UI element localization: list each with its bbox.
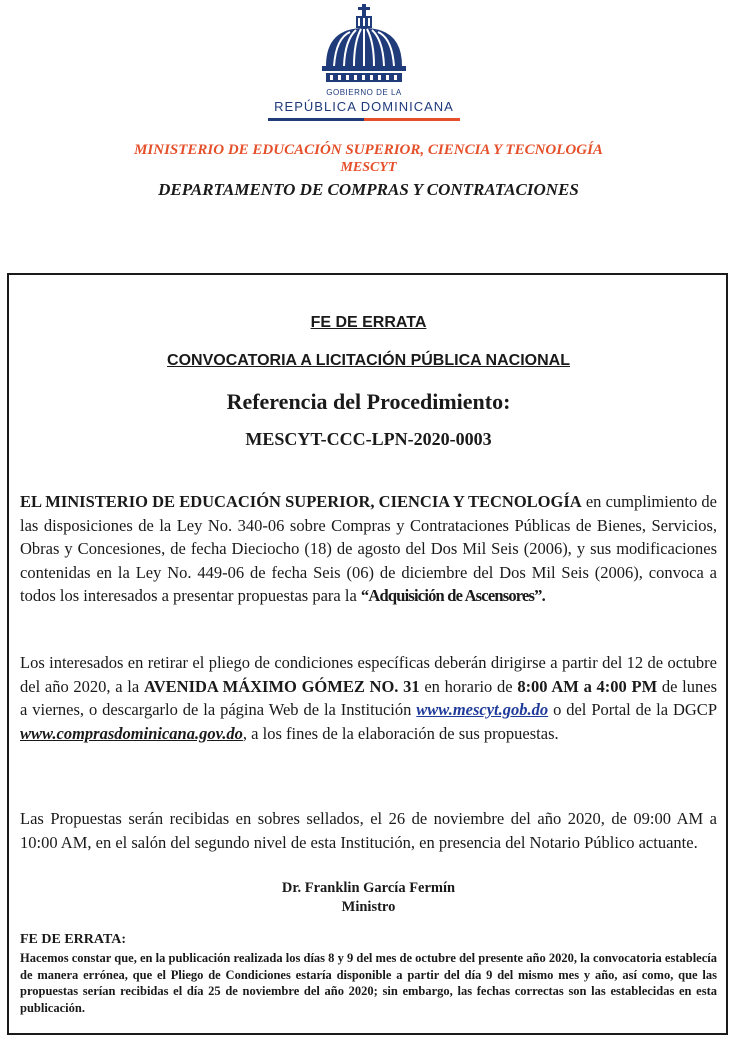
paragraph-text: de lunes a viernes, o descargarlo de la página Web de la Institución <box>20 676 717 719</box>
logo-title: REPÚBLICA DOMINICANA <box>274 99 454 114</box>
erratum-body: Hacemos constar que, en la publicación realizada los días 8 y 9 del mes de octubre del presente año 2020, la convocatoria establecía de manera errónea, que el Pliego de Condiciones estaría disponible a partir del día 9 del mismo mes y año, así como, que las propuestas serían recibidas el día 25 de noviembre del año 2020; sin embargo, las fechas correctas son las establecidas en esta publicación. <box>20 951 717 1015</box>
dgcp-portal-link[interactable]: www.comprasdominicana.gov.do <box>20 723 243 743</box>
entity-name: EL MINISTERIO DE EDUCACIÓN SUPERIOR, CIENCIA Y TECNOLOGÍA <box>20 492 582 511</box>
mescyt-website-link[interactable]: www.mescyt.gob.do <box>416 700 549 719</box>
signatory-role: Ministro <box>341 899 396 915</box>
paragraph-convocation <box>20 490 717 608</box>
erratum-title: FE DE ERRATA: <box>20 932 127 947</box>
notice-title: FE DE ERRATA <box>310 314 427 331</box>
dome-icon <box>320 4 408 86</box>
logo-subtitle: GOBIERNO DE LA <box>326 88 402 97</box>
ministry-acronym: MESCYT <box>340 160 397 175</box>
procurement-object: “Adquisición de Ascensores”. <box>360 586 545 605</box>
office-hours: 8:00 AM a 4:00 PM <box>517 676 658 696</box>
government-logo <box>268 4 460 122</box>
paragraph-text: , a los fines de la elaboración de sus propuestas. <box>242 723 559 743</box>
logo-underline <box>268 118 460 121</box>
department-name: DEPARTAMENTO DE COMPRAS Y CONTRATACIONES <box>158 180 579 199</box>
address: AVENIDA MÁXIMO GÓMEZ NO. 31 <box>143 676 420 696</box>
signatory-name: Dr. Franklin García Fermín <box>281 880 456 896</box>
paragraph-pickup <box>20 651 717 745</box>
notice-call: CONVOCATORIA A LICITACIÓN PÚBLICA NACIONAL <box>167 352 570 369</box>
ministry-name: MINISTERIO DE EDUCACIÓN SUPERIOR, CIENCIA Y TECNOLOGÍA <box>134 142 603 158</box>
reference-code: MESCYT-CCC-LPN-2020-0003 <box>245 429 492 449</box>
paragraph-text: en cumplimiento de las disposiciones de la Ley No. 340-06 sobre Compras y Contrataciones Públicas de Bienes, Servicios, Obras y Concesiones, de fecha Dieciocho (18) de agosto del Dos Mil Seis (2006), y sus modificaciones contenidas en la Ley No. 449-06 de fecha Seis (06) de diciembre del Dos Mil Seis (2006), convoca a todos los interesados a presentar propuestas para la <box>20 492 717 605</box>
reference-label: Referencia del Procedimiento: <box>226 389 511 414</box>
paragraph-text: en horario de <box>419 676 518 696</box>
paragraph-proposals: Las Propuestas serán recibidas en sobres sellados, el 26 de noviembre del año 2020, de 09:00 AM a 10:00 AM, en el salón del segundo nivel de esta Institución, en presencia del Notario Público actuante. <box>20 809 717 852</box>
paragraph-text: o del Portal de la DGCP <box>548 700 717 719</box>
paragraph-text: Los interesados en retirar el pliego de condiciones específicas deberán dirigirse a partir del 12 de octubre del año 2020, a la <box>20 653 717 696</box>
